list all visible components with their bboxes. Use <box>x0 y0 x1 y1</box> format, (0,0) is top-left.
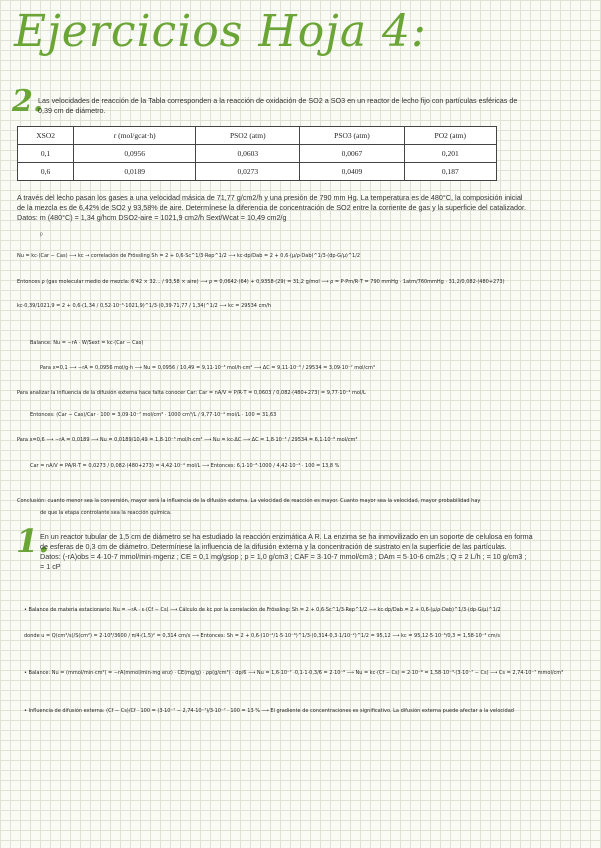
rate-table <box>17 126 497 181</box>
table-cell: 0,6 <box>18 163 74 181</box>
work-line: Entonces: (Car − Cas)/Car · 100 = 3,09·10⁻⁷ mol/cm³ · 1000 cm³/L / 9,77·10⁻⁴ mol/L · 100 = 31,63 <box>30 412 277 418</box>
column-header: XSO2 <box>18 127 74 145</box>
table-row <box>18 163 497 181</box>
work-line: Para x=0,1 ⟶ −rA = 0,0956 mol/g·h ⟶ Nu = 0,0956 / 10,49 = 9,11·10⁻³ mol/h·cm² ⟶ ΔC = 9,11·10⁻³ / 29534 = 3,09·10⁻⁷ mol/cm³ <box>40 365 375 371</box>
table-cell: 0,0409 <box>300 163 404 181</box>
conclusion-line: de que la etapa controlante sea la reacción química. <box>40 510 172 516</box>
work-line: Para analizar la influencia de la difusión externa hace falta conocer Car: Car = nA/V = P/R·T = 0,0603 / 0,082·(480+273) = 9,77·10⁻⁴ mol/L <box>17 390 366 396</box>
problem-2-number: 2. <box>12 84 44 119</box>
statement-line: Las velocidades de reacción de la Tabla corresponden a la reacción de oxidación de SO2 a SO3 en un reactor de lecho fijo con partículas esféricas de <box>38 96 518 105</box>
problem-2-data <box>17 193 595 223</box>
page-title: Ejercicios Hoja 4: <box>14 6 427 57</box>
table-cell: 0,0956 <box>74 145 196 163</box>
work-line: Car = nA/V = PA/R·T = 0,0273 / 0,082·(480+273) = 4,42·10⁻⁴ mol/L ⟶ Entonces: 6,1·10⁻⁸·1000 / 4,42·10⁻⁴ · 100 = 13,8 % <box>30 463 340 469</box>
problem-1-statement <box>40 532 597 572</box>
table-cell: 0,0603 <box>196 145 300 163</box>
column-header: r (mol/gcat·h) <box>74 127 196 145</box>
table-cell: 0,0067 <box>300 145 404 163</box>
work-line: donde u = Q(cm³/s)/S(cm²) = 2·10³/3600 / π/4·(1,5)² = 0,314 cm/s ⟶ Entonces: Sh = 2 + 0,6·(10⁻²/1·5·10⁻⁶)^1/3·(0,314·0,3·1/10⁻²)^1/2 = 95,12 ⟶ kc = 95,12·5·10⁻⁶/0,3 = 1,58·10⁻³ cm/s <box>24 633 500 639</box>
table-cell: 0,201 <box>404 145 496 163</box>
work-line: • Balance: Nu = (mmol/min·cm²) = −rA(mmol/min·mg enz) · CE(mg/g) · ρp(g/cm³) · dp/6 ⟶ Nu = 1,6·10⁻⁷ ·0,1·1·0,3/6 = 2·10⁻⁹ ⟶ Nu = kc·(Cf − Cs) = 2·10⁻⁹ = 1,58·10⁻³·(3·10⁻⁷ − Cs) ⟶ Cs = 2,74·10⁻⁷ mmol/cm³ <box>24 670 564 676</box>
table-cell: 0,0273 <box>196 163 300 181</box>
statement-line: 0,39 cm de diámetro. <box>38 106 106 115</box>
work-line: Balance: Nu = −rA · W/Sext = kc·(Car − Cas) <box>30 340 144 346</box>
work-line: kc·0,39/1021,9 = 2 + 0,6·(1,34 / 0,52·10⁻³·1021,9)^1/3·(0,39·71,77 / 1,34)^1/2 ⟶ kc = 29534 cm/h <box>17 303 272 309</box>
table-header-row <box>18 127 497 145</box>
statement-line: de esferas de 0,3 cm de diámetro. Determínese la influencia de la difusión externa y la concentración de sustrato en la superficie de las partículas. <box>40 542 507 551</box>
work-line: Entonces ρ (gas molecular medio de mezcla: 6'42 × 32... / 93,58 × aire) ⟶ ρ = 0,0642·(64) + 0,9358·(29) = 31,2 g/mol ⟶ ρ = P·Pm/R·T = 790 mmHg · 1atm/760mmHg · 31,2/0,082·(480+273) <box>17 279 505 285</box>
column-header: PO2 (atm) <box>404 127 496 145</box>
statement-line: En un reactor tubular de 1,5 cm de diámetro se ha estudiado la reacción enzimática A R. La enzima se ha inmovilizado en un soporte de celulosa en forma <box>40 532 533 541</box>
table-row <box>18 145 497 163</box>
problem-1-number: 1. <box>16 522 50 560</box>
pencil-mark-icon: ᵖ <box>40 232 43 239</box>
column-header: PSO3 (atm) <box>300 127 404 145</box>
data-line: A través del lecho pasan los gases a una velocidad másica de 71,77 g/cm2/h y una presión de 790 mm Hg. La temperatura es de 480°C, la composición inicial <box>17 193 523 202</box>
work-line: Para x=0,6 ⟶ −rA = 0,0189 ⟶ Nu = 0,0189/10,49 = 1,8·10⁻³ mol/h·cm² ⟶ Nu = kc·ΔC ⟶ ΔC = 1,8·10⁻³ / 29534 = 6,1·10⁻⁸ mol/cm³ <box>17 437 358 443</box>
table-cell: 0,187 <box>404 163 496 181</box>
table-cell: 0,0189 <box>74 163 196 181</box>
table-cell: 0,1 <box>18 145 74 163</box>
problem-2-statement <box>38 96 593 116</box>
column-header: PSO2 (atm) <box>196 127 300 145</box>
data-line: Datos: m (480°C) = 1,34 g/hcm DSO2-aire = 1021,9 cm2/h Sext/Wcat = 10,49 cm2/g <box>17 213 287 222</box>
statement-line: Datos: (-rA)obs = 4·10-7 mmol/min·mgenz ; CE = 0,1 mg/gsop ; p = 1,0 g/cm3 ; CAF = 3·10-7 mmol/cm3 ; DAm = 5·10-6 cm2/s ; Q = 2 L/h ; = 10 g/cm3 ; <box>40 552 527 561</box>
work-line: • Influencia de difusión externa: (Cf − Cs)/Cf · 100 = (3·10⁻⁷ − 2,74·10⁻⁷)/3·10⁻⁷ · 100 = 13 % ⟶ El gradiente de concentraciones es significativo. La difusión externa puede afectar a la velocidad <box>24 708 514 714</box>
work-line: • Balance de materia estacionario: Nu = −rA · ε·(Cf − Cs) ⟶ Cálculo de kc por la correlación de Frössling: Sh = 2 + 0,6·Sc^1/3·Rep^1/2 ⟶ kc·dp/Dab = 2 + 0,6·(μ/ρ·Dab)^1/3·(dp·G/μ)^1/2 <box>24 607 501 613</box>
conclusion-line: Conclusión: cuanto menor sea la conversión, mayor será la influencia de la difusión externa. La velocidad de reacción es mayor. Cuanto mayor sea la velocidad, mayor probabilidad hay <box>17 498 481 504</box>
statement-line: = 1 cP <box>40 562 61 571</box>
work-line: Nu = kc·(Car − Cas) ⟶ kc → correlación de Frössling Sh = 2 + 0,6·Sc^1/3·Rep^1/2 ⟶ kc·dp/Dab = 2 + 0,6·(μ/ρ·Dab)^1/3·(dp·G/μ)^1/2 <box>17 253 361 259</box>
data-line: de la mezcla es de 6,42% de SO2 y 93,58% de aire. Determínese la diferencia de concentración de SO2 entre la corriente de gas y la superficie del catalizador. <box>17 203 527 212</box>
